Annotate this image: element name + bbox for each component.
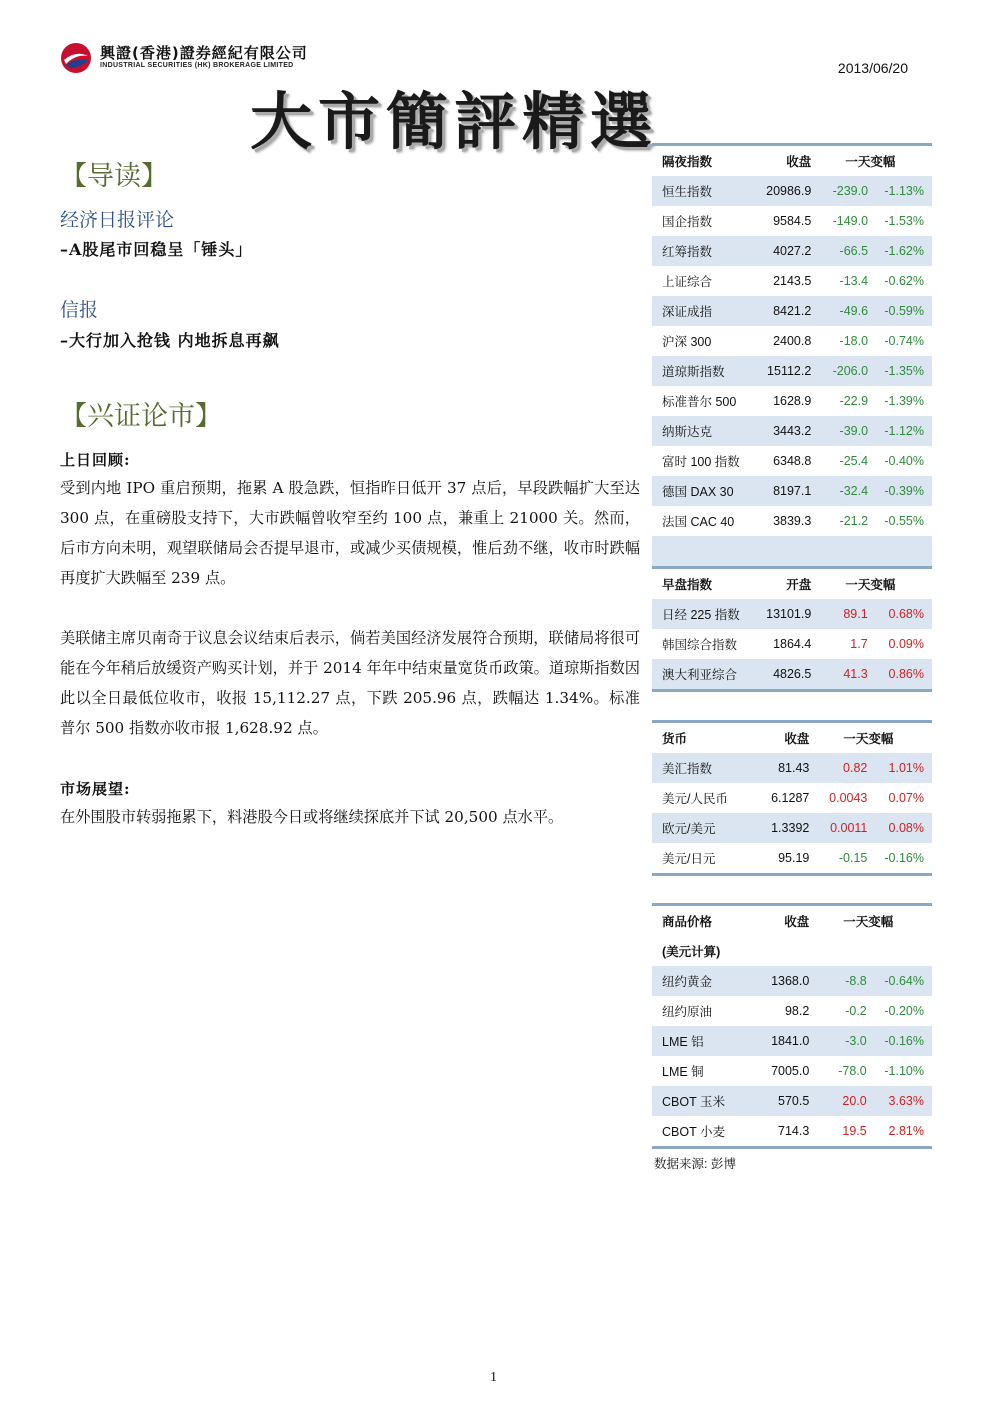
- row-change: -66.5: [811, 236, 868, 266]
- header-name: 商品价格: [652, 905, 749, 937]
- commodity-table: [652, 903, 932, 1149]
- table-row: [652, 1056, 932, 1086]
- header-change: 一天变幅: [809, 905, 932, 937]
- row-change-pct: -0.39%: [868, 476, 932, 506]
- table-row: [652, 966, 932, 996]
- company-name-cn: 興證(香港)證券經紀有限公司: [100, 44, 308, 62]
- row-name: 纳斯达克: [652, 416, 751, 446]
- row-close: 15112.2: [751, 356, 811, 386]
- row-close: 1.3392: [750, 813, 810, 843]
- row-change: -3.0: [809, 1026, 866, 1056]
- table-row: [652, 386, 932, 416]
- table-header-row: [652, 568, 932, 600]
- table-row: [652, 176, 932, 206]
- currency-table: [652, 720, 932, 876]
- table-blank-row: [652, 536, 932, 568]
- report-date: 2013/06/20: [837, 60, 908, 76]
- header-name: 隔夜指数: [652, 145, 751, 177]
- row-name: 韩国综合指数: [662, 638, 738, 652]
- row-close: 95.19: [750, 843, 810, 875]
- row-close: 1368.0: [749, 966, 809, 996]
- row-name: 国企指数: [662, 215, 713, 229]
- table-header-row: [652, 905, 932, 937]
- row-close: 1841.0: [749, 1026, 809, 1056]
- row-change: -149.0: [832, 214, 869, 228]
- review-paragraph-1: 受到内地 IPO 重启预期，拖累 A 股急跌，恒指昨日低开 37 点后，早段跌幅扩大至达 300 点，在重磅股支持下，大市跌幅曾收窄至约 100 点，兼重上 21000 关。然而，后市方向未明，观望联储局会否提早退市，或减少买债规模，惟后劲不继，收市时跌幅再度扩大跌幅至 239 点。: [60, 479, 640, 587]
- row-change-pct: 1.01%: [867, 753, 932, 783]
- row-change: -0.15: [809, 843, 867, 875]
- table-row: [652, 783, 932, 813]
- row-name: LME 铝: [652, 1026, 749, 1056]
- row-name: 恒生指数: [652, 176, 751, 206]
- row-close: 6348.8: [773, 454, 812, 468]
- row-close: 3443.2: [751, 416, 811, 446]
- row-change: -49.6: [811, 296, 868, 326]
- row-change: -13.4: [839, 274, 869, 288]
- row-name: CBOT 玉米: [652, 1086, 749, 1116]
- row-name: 美元/人民币: [662, 792, 728, 806]
- row-change: -22.9: [839, 394, 869, 408]
- header-close: 开盘: [751, 568, 811, 600]
- header-change: 一天变幅: [811, 145, 932, 177]
- row-change-pct: -0.74%: [884, 334, 924, 348]
- row-name: 美元/日元: [652, 843, 750, 875]
- row-change: -18.0: [839, 334, 869, 348]
- row-close: 8421.2: [751, 296, 811, 326]
- row-change: 19.5: [809, 1116, 866, 1148]
- commentary-heading: 【兴证论市】: [60, 401, 222, 432]
- table-row: [652, 599, 932, 629]
- table-row: [652, 1026, 932, 1056]
- row-change-pct: -1.53%: [884, 214, 924, 228]
- row-change: -32.4: [811, 476, 868, 506]
- row-close: 98.2: [784, 1004, 810, 1018]
- guide-source-1: 经济日报评论: [60, 209, 175, 231]
- row-change: 41.3: [811, 659, 867, 691]
- row-change: 0.0011: [809, 813, 867, 843]
- row-change: -78.0: [838, 1064, 867, 1078]
- row-change-pct: -1.13%: [868, 176, 932, 206]
- row-change-pct: -0.16%: [867, 843, 932, 875]
- row-change: 20.0: [809, 1086, 866, 1116]
- row-change-pct: -1.12%: [868, 416, 932, 446]
- row-change-pct: -0.40%: [884, 454, 924, 468]
- row-close: 81.43: [750, 753, 810, 783]
- row-close: 7005.0: [771, 1064, 810, 1078]
- row-change-pct: -1.39%: [884, 394, 924, 408]
- row-change: -206.0: [811, 356, 868, 386]
- review-label: 上日回顾:: [60, 451, 131, 469]
- row-change-pct: 3.63%: [867, 1086, 932, 1116]
- table-row: [652, 843, 932, 875]
- company-logo: [60, 40, 360, 76]
- table-row: [652, 996, 932, 1026]
- row-close: 1864.4: [773, 637, 812, 651]
- table-subheader-row: [652, 936, 932, 966]
- table-row: [652, 326, 932, 356]
- table-row: [652, 266, 932, 296]
- data-source-note: 数据来源: 彭博: [654, 1157, 736, 1171]
- row-name: 法国 CAC 40: [662, 515, 735, 529]
- row-name: 澳大利亚综合: [652, 659, 751, 691]
- row-name: LME 铜: [662, 1065, 704, 1079]
- table-row: [652, 659, 932, 691]
- row-change: 1.7: [850, 637, 868, 651]
- row-close: 714.3: [749, 1116, 809, 1148]
- table-row: [652, 236, 932, 266]
- row-change-pct: -0.20%: [884, 1004, 924, 1018]
- table-row: [652, 753, 932, 783]
- table-row: [652, 506, 932, 536]
- row-change: -8.8: [809, 966, 866, 996]
- page-title: 大市簡評精選: [250, 85, 659, 158]
- row-close: 4826.5: [751, 659, 811, 691]
- row-name: 日经 225 指数: [652, 599, 751, 629]
- row-change-pct: -0.16%: [867, 1026, 932, 1056]
- row-close: 1628.9: [773, 394, 812, 408]
- row-change-pct: -0.59%: [868, 296, 932, 326]
- header-close: 收盘: [750, 722, 810, 754]
- header-name: 早盘指数: [652, 568, 751, 600]
- table-row: [652, 446, 932, 476]
- outlook-label: 市场展望:: [60, 780, 131, 798]
- table-row: [652, 296, 932, 326]
- header-close: 收盘: [749, 905, 809, 937]
- header-close: 收盘: [751, 145, 811, 177]
- company-name-en: INDUSTRIAL SECURITIES (HK) BROKERAGE LIMITED: [100, 62, 294, 69]
- row-change-pct: 2.81%: [867, 1116, 932, 1148]
- row-change-pct: 0.68%: [868, 599, 932, 629]
- row-name: 标准普尔 500: [662, 395, 737, 409]
- row-name: 道琼斯指数: [652, 356, 751, 386]
- row-name: 德国 DAX 30: [652, 476, 751, 506]
- row-change-pct: -0.62%: [884, 274, 924, 288]
- header-unit: (美元计算): [662, 945, 721, 959]
- row-close: 3839.3: [773, 514, 812, 528]
- row-close: 6.1287: [771, 791, 810, 805]
- row-change: -239.0: [811, 176, 868, 206]
- row-change: -21.2: [839, 514, 869, 528]
- row-close: 20986.9: [751, 176, 811, 206]
- row-change-pct: -1.35%: [868, 356, 932, 386]
- row-close: 4027.2: [751, 236, 811, 266]
- row-change: 0.0043: [829, 791, 868, 805]
- row-change: -0.2: [845, 1004, 867, 1018]
- table-header-row: [652, 722, 932, 754]
- table-row: [652, 416, 932, 446]
- row-name: 上证综合: [662, 275, 713, 289]
- row-name: 沪深 300: [662, 335, 712, 349]
- row-change-pct: 0.09%: [888, 637, 924, 651]
- row-change-pct: 0.08%: [867, 813, 932, 843]
- row-change-pct: 0.07%: [888, 791, 924, 805]
- morning-index-table: [652, 566, 932, 692]
- row-close: 2143.5: [773, 274, 812, 288]
- guide-headline-2: –大行加入抢钱 内地拆息再飙: [60, 331, 280, 350]
- row-name: 纽约黄金: [652, 966, 749, 996]
- outlook-paragraph: 在外围股市转弱拖累下，料港股今日或将继续探底并下试 20,500 点水平。: [60, 808, 564, 826]
- table-row: [652, 356, 932, 386]
- row-change-pct: -1.62%: [868, 236, 932, 266]
- guide-source-2: 信报: [60, 299, 99, 321]
- row-change-pct: 0.86%: [868, 659, 932, 691]
- table-row: [652, 1086, 932, 1116]
- company-logo-icon: [60, 42, 92, 74]
- row-change-pct: -0.55%: [884, 514, 924, 528]
- header-name: 货币: [652, 722, 750, 754]
- table-row: [652, 813, 932, 843]
- overnight-index-table: [652, 143, 932, 569]
- row-change: -39.0: [811, 416, 868, 446]
- review-paragraph-2: 美联储主席贝南奇于议息会议结束后表示，倘若美国经济发展符合预期，联储局将很可能在今年稍后放缓资产购买计划，并于 2014 年年中结束量宽货币政策。道琼斯指数因此以全日最低位收市，收报 15,112.27 点，下跌 205.96 点，跌幅达 1.34%。标准普尔 500 指数亦收市报 1,628.92 点。: [60, 629, 640, 737]
- row-close: 570.5: [749, 1086, 809, 1116]
- table-row: [652, 476, 932, 506]
- row-change: 0.82: [809, 753, 867, 783]
- row-close: 13101.9: [751, 599, 811, 629]
- header-change: 一天变幅: [809, 722, 932, 754]
- row-close: 9584.5: [773, 214, 812, 228]
- row-name: 欧元/美元: [652, 813, 750, 843]
- row-name: 深证成指: [652, 296, 751, 326]
- guide-heading: 【导读】: [60, 161, 168, 192]
- page-number: 1: [490, 1370, 497, 1385]
- row-name: 纽约原油: [662, 1005, 713, 1019]
- row-close: 8197.1: [751, 476, 811, 506]
- table-row: [652, 1116, 932, 1148]
- row-name: 富时 100 指数: [662, 455, 740, 469]
- table-header-row: [652, 145, 932, 177]
- table-row: [652, 629, 932, 659]
- row-change-pct: -0.64%: [867, 966, 932, 996]
- table-row: [652, 206, 932, 236]
- blank-cell: [652, 536, 932, 568]
- row-name: CBOT 小麦: [652, 1116, 749, 1148]
- row-change-pct: -1.10%: [884, 1064, 924, 1078]
- guide-headline-1: –A股尾市回稳呈「锤头」: [60, 240, 253, 259]
- row-name: 红筹指数: [652, 236, 751, 266]
- row-close: 2400.8: [773, 334, 812, 348]
- row-name: 美汇指数: [652, 753, 750, 783]
- header-change: 一天变幅: [811, 568, 932, 600]
- row-change: 89.1: [811, 599, 867, 629]
- row-change: -25.4: [839, 454, 869, 468]
